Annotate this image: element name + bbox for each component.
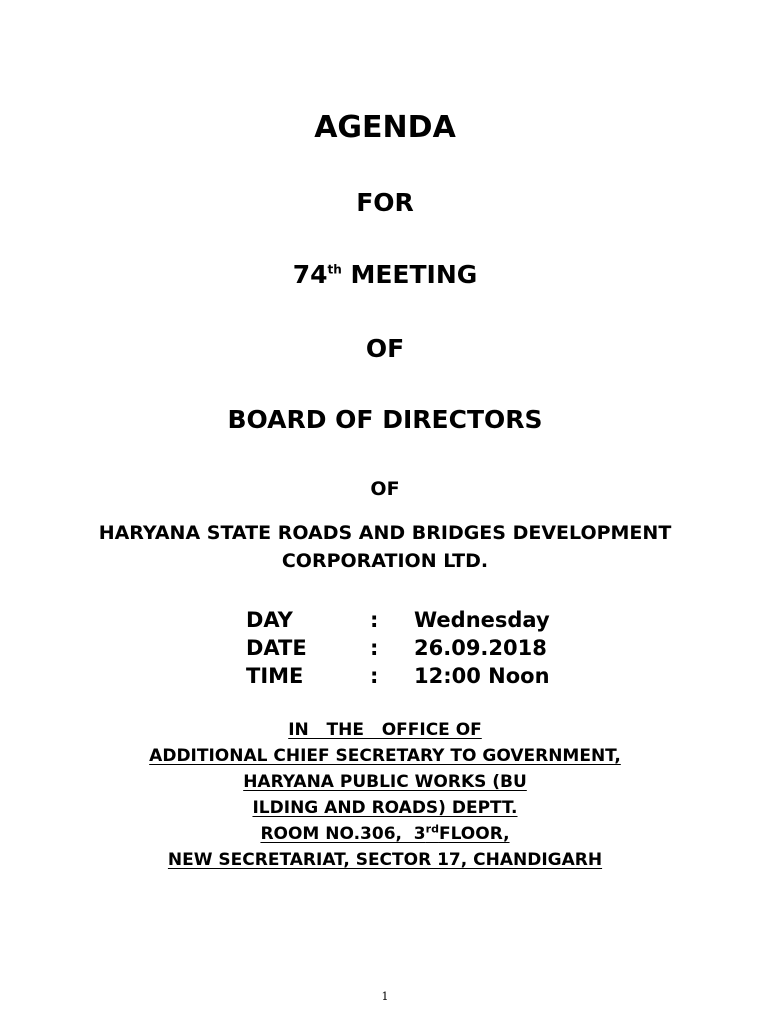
page-number: 1: [381, 990, 389, 1003]
venue-text-sup: [426, 824, 439, 844]
of-subheading: OF: [370, 478, 400, 500]
for-heading: FOR: [356, 188, 414, 217]
venue-text: HARYANA PUBLIC WORKS (BU: [243, 772, 527, 792]
corporation-name-line-2: CORPORATION LTD.: [281, 550, 489, 572]
meeting-details: [246, 606, 550, 690]
venue-block: [0, 718, 770, 874]
venue-text: ADDITIONAL CHIEF SECRETARY TO GOVERNMENT,: [149, 746, 621, 766]
detail-row-time: [246, 662, 550, 690]
venue-text: NEW SECRETARIAT, SECTOR 17, CHANDIGARH: [167, 850, 603, 870]
meeting-suffix: th: [327, 262, 342, 277]
meeting-number: 74: [292, 260, 328, 289]
venue-text-pre: ROOM NO.306, 3: [260, 824, 426, 844]
venue-line-1: [0, 718, 770, 744]
venue-text: ILDING AND ROADS) DEPTT.: [252, 798, 518, 818]
venue-line-4: [0, 796, 770, 822]
floor-suffix: rd: [425, 822, 439, 836]
detail-separator: :: [370, 636, 379, 660]
of-heading: OF: [365, 334, 405, 363]
meeting-word: MEETING: [341, 260, 478, 289]
detail-value: Wednesday: [414, 608, 550, 632]
detail-separator: :: [370, 664, 379, 688]
detail-value: 12:00 Noon: [414, 664, 550, 688]
corporation-name-line-1: HARYANA STATE ROADS AND BRIDGES DEVELOPMENT: [98, 522, 672, 544]
detail-label: DATE: [246, 636, 307, 660]
venue-line-2: [0, 744, 770, 770]
venue-line-3: [0, 770, 770, 796]
venue-text: IN THE OFFICE OF: [288, 720, 482, 740]
detail-row-date: [246, 634, 550, 662]
detail-label: TIME: [246, 664, 304, 688]
detail-separator: :: [370, 608, 379, 632]
venue-text-post: FLOOR,: [438, 824, 510, 844]
agenda-title: AGENDA: [314, 110, 456, 145]
meeting-heading: [0, 260, 770, 289]
venue-line-6: [0, 848, 770, 874]
detail-value: 26.09.2018: [414, 636, 547, 660]
board-heading: BOARD OF DIRECTORS: [227, 405, 543, 434]
venue-line-5: [0, 822, 770, 848]
detail-row-day: [246, 606, 550, 634]
detail-label: DAY: [246, 608, 293, 632]
